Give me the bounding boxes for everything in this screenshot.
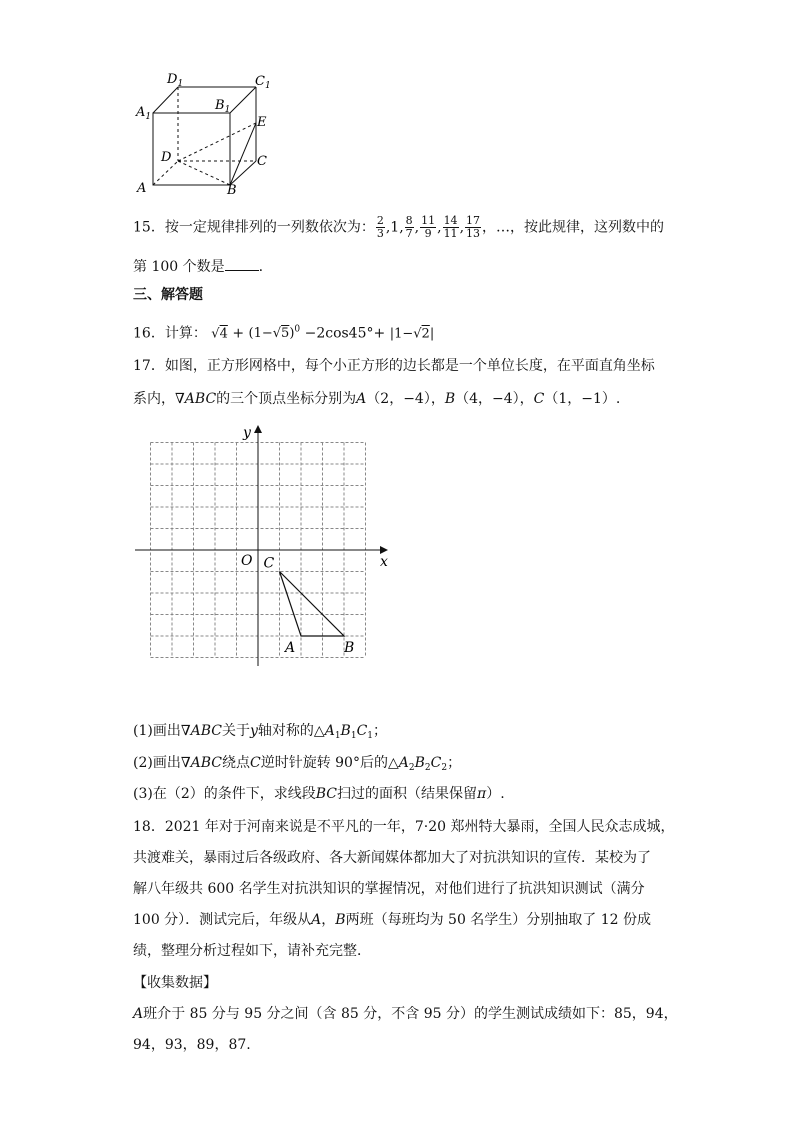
- seq-term-4: $\frac{11}{9}$: [421, 214, 436, 240]
- vertex-a-label: A: [285, 640, 296, 656]
- vertex-c-label: C: [263, 555, 275, 572]
- q18-line5: 绩，整理分析过程如下，请补充完整．: [133, 943, 371, 959]
- q18-line3: 解八年级共 600 名学生对抗洪知识的掌握情况，对他们进行了抗洪知识测试（满分: [133, 881, 645, 897]
- q15-line2: 第 100 个数是 .: [133, 256, 263, 277]
- y-axis-label: y: [243, 425, 251, 441]
- seq-term-1: $\frac{2}{3}$: [376, 214, 384, 240]
- q18-line4: 100 分）．测试完后，年级从A，B两班（每班均为 50 名学生）分别抽取了 12 份成: [133, 912, 652, 928]
- seq-term-6: $\frac{17}{13}$: [466, 214, 481, 240]
- section-heading: 三、解答题: [133, 287, 203, 303]
- vertex-b-label: B: [344, 640, 355, 656]
- x-axis-label: x: [380, 554, 388, 570]
- coordinate-grid: [130, 420, 400, 670]
- collect-line2: 94，93，89，87.: [133, 1037, 251, 1053]
- y-axis-arrow: [254, 425, 262, 433]
- q16-line: 16．计算： $√4 + (1-√5)^0 -2\cos 45^\circ+ |1-√2|$: [133, 325, 435, 342]
- label-c: C: [257, 154, 267, 169]
- label-a: A: [137, 181, 147, 196]
- label-b1: $B_1$: [215, 98, 231, 115]
- cube-figure: [133, 68, 283, 198]
- seq-term-3: $\frac{8}{7}$: [405, 214, 413, 240]
- seq-term-5: $\frac{14}{11}$: [443, 214, 458, 240]
- q18-line2: 共渡难关，暴雨过后各级政府、各大新闻媒体都加大了对抗洪知识的宣传．某校为了: [133, 850, 651, 866]
- q17-line2: 系内，∇ABC的三个顶点坐标分别为A（2，−4），B（4，−4），C（1，−1）.: [133, 391, 621, 407]
- sub-question-2: (2)画出∇ABC绕点C逆时针旋转 90°后的$\triangle A_2B_2C_2$；: [133, 755, 462, 773]
- label-e: E: [257, 115, 267, 130]
- answer-blank[interactable]: [225, 256, 259, 271]
- x-axis-arrow: [380, 546, 388, 554]
- label-c1: $C_1$: [255, 74, 271, 91]
- q17-line1: 17．如图，正方形网格中，每个小正方形的边长都是一个单位长度，在平面直角坐标: [133, 358, 655, 374]
- q15-line1: 15．按一定规律排列的一列数依次为： $\frac{2}{3}$ ,1, $\frac{8}{7}$ , $\frac{11}{9}$ , $\frac{14}{11}$ , $\frac{17}{13}$ ，…，按此规律，这列数中的: [133, 214, 665, 240]
- label-b: B: [227, 183, 237, 198]
- sub-question-3: (3)在（2）的条件下，求线段BC扫过的面积（结果保留π）.: [133, 786, 505, 802]
- collect-data-heading: 【收集数据】: [133, 975, 217, 991]
- label-d: D: [161, 150, 172, 165]
- q18-line1: 18．2021 年对于河南来说是不平凡的一年，7·20 郑州特大暴雨，全国人民众志成城，: [133, 819, 675, 835]
- sub-question-1: (1)画出∇ABC关于y轴对称的$\triangle A_1B_1C_1$；: [133, 723, 388, 741]
- collect-line1: A班介于 85 分与 95 分之间（含 85 分，不含 95 分）的学生测试成绩如下：85，94，: [133, 1006, 678, 1022]
- triangle-abc: [280, 572, 345, 637]
- origin-label: O: [241, 553, 253, 569]
- label-a1: $A_1$: [136, 105, 152, 122]
- label-d1: $D_1$: [167, 72, 184, 89]
